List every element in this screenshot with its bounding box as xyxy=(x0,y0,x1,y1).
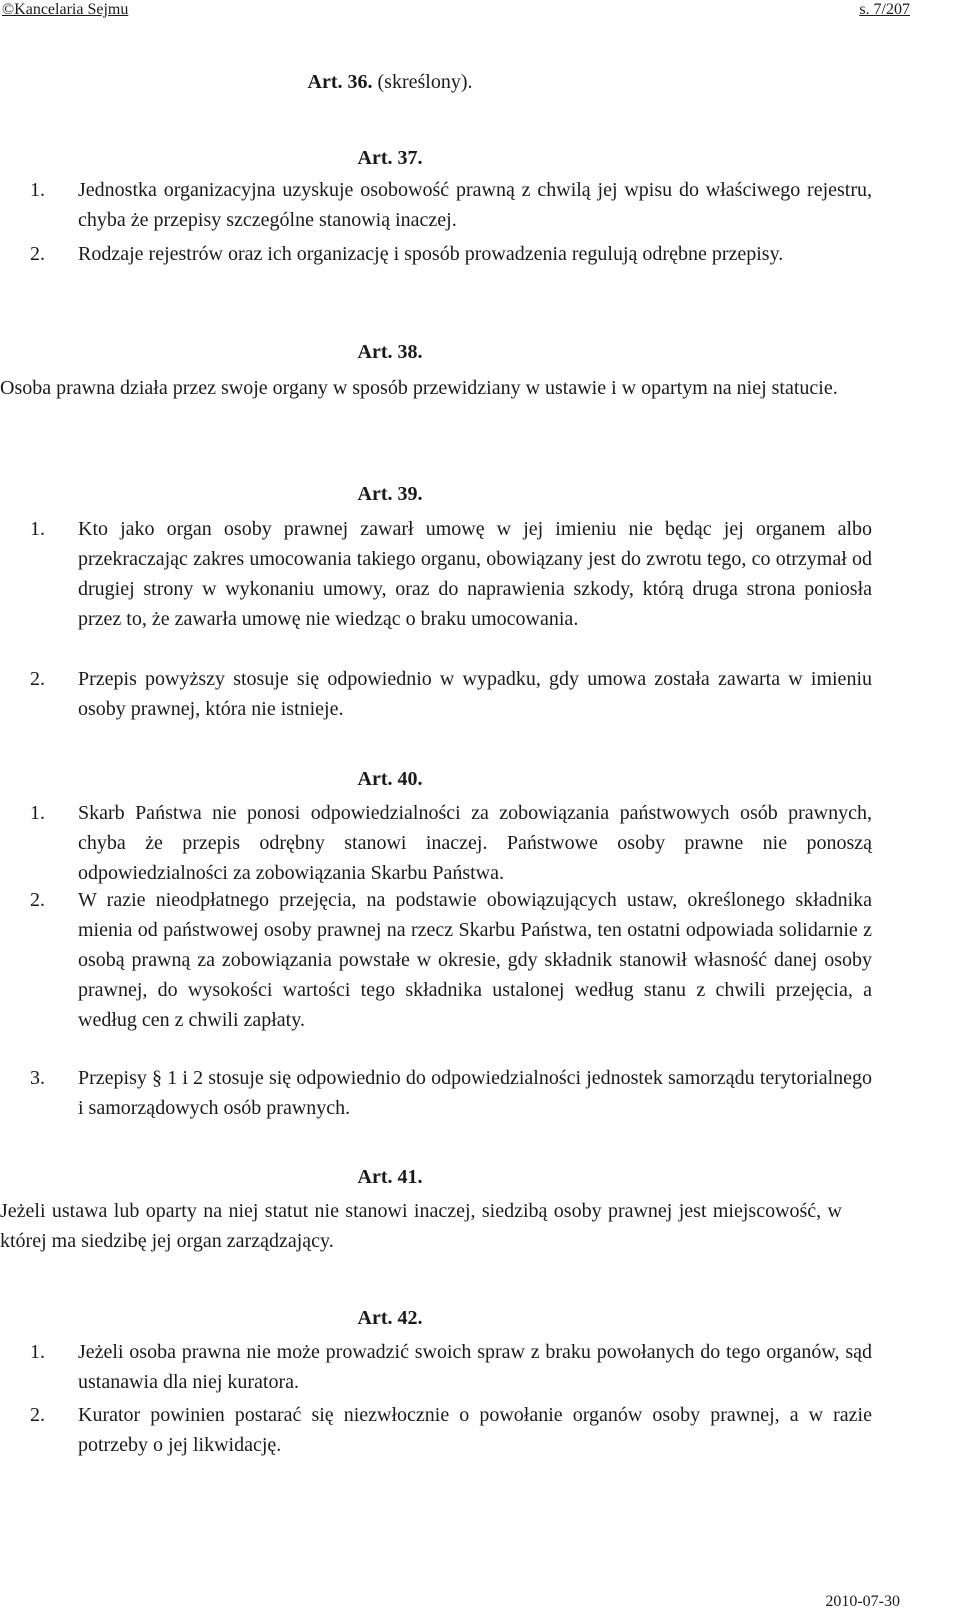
article-39-para-2 xyxy=(30,664,872,724)
page-header xyxy=(0,0,910,22)
article-37-para-2 xyxy=(30,239,872,269)
paragraph-text: Kurator powinien postarać się niezwłocznie o powołanie organów osoby prawnej, a w razie potrzeby o jej likwidację. xyxy=(78,1404,872,1456)
article-40-para-2 xyxy=(30,885,872,1035)
page-number-link[interactable]: s. 7/207 xyxy=(859,1,910,18)
article-38-text: Osoba prawna działa przez swoje organy w sposób przewidziany w ustawie i w opartym na niej statucie. xyxy=(0,377,838,399)
source-link[interactable]: ©Kancelaria Sejmu xyxy=(2,1,129,18)
paragraph-text: Rodzaje rejestrów oraz ich organizację i sposób prowadzenia regulują odrębne przepisy. xyxy=(78,243,784,265)
paragraph-text: Przepis powyższy stosuje się odpowiednio w wypadku, gdy umowa została zawarta w imieniu osoby prawnej, która nie istnieje. xyxy=(78,668,872,720)
article-40-para-1 xyxy=(30,798,872,888)
article-37-para-1 xyxy=(30,175,872,235)
page-date: 2010-07-30 xyxy=(825,1593,900,1610)
article-41-heading: Art. 41. xyxy=(357,1166,423,1188)
article-40-heading: Art. 40. xyxy=(357,768,423,790)
paragraph-number: 2. xyxy=(30,1404,45,1426)
article-36-note: (skreślony). xyxy=(377,71,473,93)
paragraph-number: 1. xyxy=(30,802,45,824)
paragraph-text: Jednostka organizacyjna uzyskuje osobowość prawną z chwilą jej wpisu do właściwego rejestru, chyba że przepisy szczególne stanowią inaczej. xyxy=(78,179,872,231)
article-42-para-2 xyxy=(30,1400,872,1460)
paragraph-number: 1. xyxy=(30,1341,45,1363)
article-37-heading: Art. 37. xyxy=(357,147,423,169)
article-42-para-1 xyxy=(30,1337,872,1397)
article-39-heading: Art. 39. xyxy=(357,483,423,505)
article-41-text: Jeżeli ustawa lub oparty na niej statut nie stanowi inaczej, siedzibą osoby prawnej jest miejscowość, w której ma siedzibę jej organ zarządzający. xyxy=(0,1200,842,1252)
paragraph-text: Jeżeli osoba prawna nie może prowadzić swoich spraw z braku powołanych do tego organów, sąd ustanawia dla niej kuratora. xyxy=(78,1341,872,1393)
article-39-para-1 xyxy=(30,514,872,634)
paragraph-text: Przepisy § 1 i 2 stosuje się odpowiednio do odpowiedzialności jednostek samorządu terytorialnego i samorządowych osób prawnych. xyxy=(78,1067,872,1119)
paragraph-number: 1. xyxy=(30,518,45,540)
article-40-para-3 xyxy=(30,1063,872,1123)
paragraph-text: Skarb Państwa nie ponosi odpowiedzialności za zobowiązania państwowych osób prawnych, chyba że przepis odrębny stanowi inaczej. Państwowe osoby prawne nie ponoszą odpowiedzialności za zobowiązania Skarbu Państwa. xyxy=(78,802,872,884)
paragraph-number: 2. xyxy=(30,889,45,911)
paragraph-text: Kto jako organ osoby prawnej zawarł umowę w jej imieniu nie będąc jej organem albo przekraczając zakres umocowania takiego organu, obowiązany jest do zwrotu tego, co otrzymał od drugiej strony w wykonaniu umowy, oraz do naprawienia szkody, którą druga strona poniosła przez to, że zawarła umowę nie wiedząc o braku umocowania. xyxy=(78,518,872,630)
article-38-heading: Art. 38. xyxy=(357,341,423,363)
paragraph-number: 2. xyxy=(30,243,45,265)
paragraph-number: 2. xyxy=(30,668,45,690)
article-42-heading: Art. 42. xyxy=(357,1307,423,1329)
paragraph-number: 1. xyxy=(30,179,45,201)
article-36-label: Art. 36. xyxy=(307,71,373,93)
paragraph-text: W razie nieodpłatnego przejęcia, na podstawie obowiązujących ustaw, określonego składnika mienia od państwowej osoby prawnej na rzecz Skarbu Państwa, ten ostatni odpowiada solidarnie z osobą prawną za zobowiązania powstałe w okresie, gdy składnik stanowił własność danej osoby prawnej, do wysokości wartości tego składnika ustalonej według stanu z chwili przejęcia, a według cen z chwili zapłaty. xyxy=(78,889,872,1031)
paragraph-number: 3. xyxy=(30,1067,45,1089)
article-36-heading xyxy=(0,67,780,97)
